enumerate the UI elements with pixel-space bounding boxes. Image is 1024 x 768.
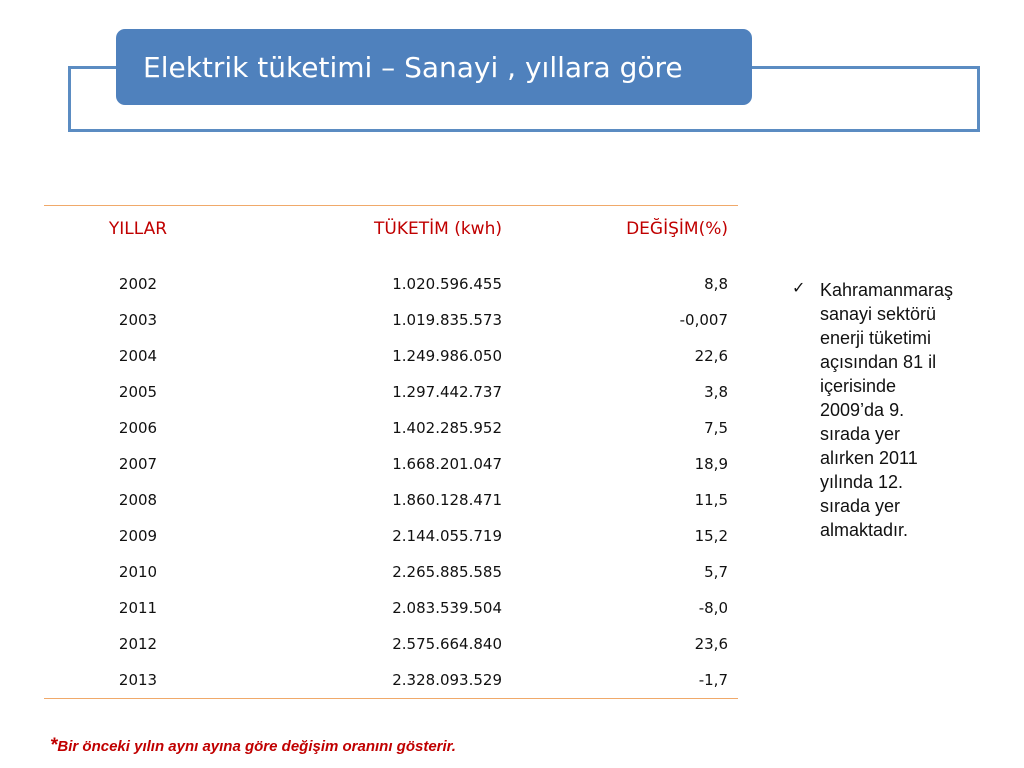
cell-consumption: 1.860.128.471 <box>392 491 502 509</box>
cell-consumption: 1.402.285.952 <box>392 419 502 437</box>
check-icon: ✓ <box>792 280 806 297</box>
cell-change: 23,6 <box>694 635 728 653</box>
table-row <box>44 446 738 482</box>
table-row <box>44 662 738 699</box>
title-frame-line-left <box>68 66 118 69</box>
cell-change: -0,007 <box>679 311 728 329</box>
table-row <box>44 302 738 338</box>
footnote-star: * <box>50 735 58 756</box>
cell-year: 2010 <box>118 563 158 581</box>
table-row <box>44 338 738 374</box>
cell-consumption: 1.668.201.047 <box>392 455 502 473</box>
table-row <box>44 374 738 410</box>
cell-consumption: 2.083.539.504 <box>392 599 502 617</box>
cell-year: 2009 <box>118 527 158 545</box>
cell-consumption: 2.575.664.840 <box>392 635 502 653</box>
cell-change: 18,9 <box>694 455 728 473</box>
cell-change: 5,7 <box>704 563 728 581</box>
note-text: Kahramanmaraş sanayi sektörü enerji tüketimi açısından 81 il içerisinde 2009’da 9. sırada yer alırken 2011 yılında 12. sırada yer almaktadır. <box>820 280 954 540</box>
cell-year: 2012 <box>118 635 158 653</box>
header-year: YILLAR <box>108 219 168 239</box>
consumption-table <box>44 205 738 699</box>
table-row <box>44 518 738 554</box>
cell-consumption: 1.020.596.455 <box>392 275 502 293</box>
title-frame-line-right <box>752 66 980 69</box>
title-banner <box>116 29 752 105</box>
cell-change: 3,8 <box>704 383 728 401</box>
cell-consumption: 2.144.055.719 <box>392 527 502 545</box>
table-row <box>44 410 738 446</box>
cell-year: 2003 <box>118 311 158 329</box>
cell-change: 7,5 <box>704 419 728 437</box>
cell-year: 2011 <box>118 599 158 617</box>
cell-change: -1,7 <box>698 671 728 689</box>
table-row <box>44 252 738 302</box>
cell-change: 11,5 <box>694 491 728 509</box>
table-row <box>44 554 738 590</box>
cell-change: 8,8 <box>704 275 728 293</box>
cell-change: -8,0 <box>698 599 728 617</box>
cell-year: 2013 <box>118 671 158 689</box>
cell-change: 15,2 <box>694 527 728 545</box>
header-change: DEĞİŞİM(%) <box>626 219 728 239</box>
cell-change: 22,6 <box>694 347 728 365</box>
table-row <box>44 482 738 518</box>
footnote-text: Bir önceki yılın aynı ayına göre değişim oranını gösterir. <box>57 738 456 755</box>
cell-year: 2007 <box>118 455 158 473</box>
cell-year: 2002 <box>118 275 158 293</box>
note-bullet <box>792 278 1002 542</box>
table-header-row <box>44 206 738 253</box>
footnote <box>50 735 456 757</box>
cell-year: 2004 <box>118 347 158 365</box>
table-row <box>44 590 738 626</box>
slide-title: Elektrik tüketimi – Sanayi , yıllara göre <box>143 50 683 84</box>
cell-year: 2008 <box>118 491 158 509</box>
cell-consumption: 2.328.093.529 <box>392 671 502 689</box>
cell-consumption: 1.019.835.573 <box>392 311 502 329</box>
cell-year: 2006 <box>118 419 158 437</box>
cell-consumption: 1.249.986.050 <box>392 347 502 365</box>
cell-consumption: 2.265.885.585 <box>392 563 502 581</box>
cell-year: 2005 <box>118 383 158 401</box>
cell-consumption: 1.297.442.737 <box>392 383 502 401</box>
header-consumption: TÜKETİM (kwh) <box>374 219 502 239</box>
table-row <box>44 626 738 662</box>
